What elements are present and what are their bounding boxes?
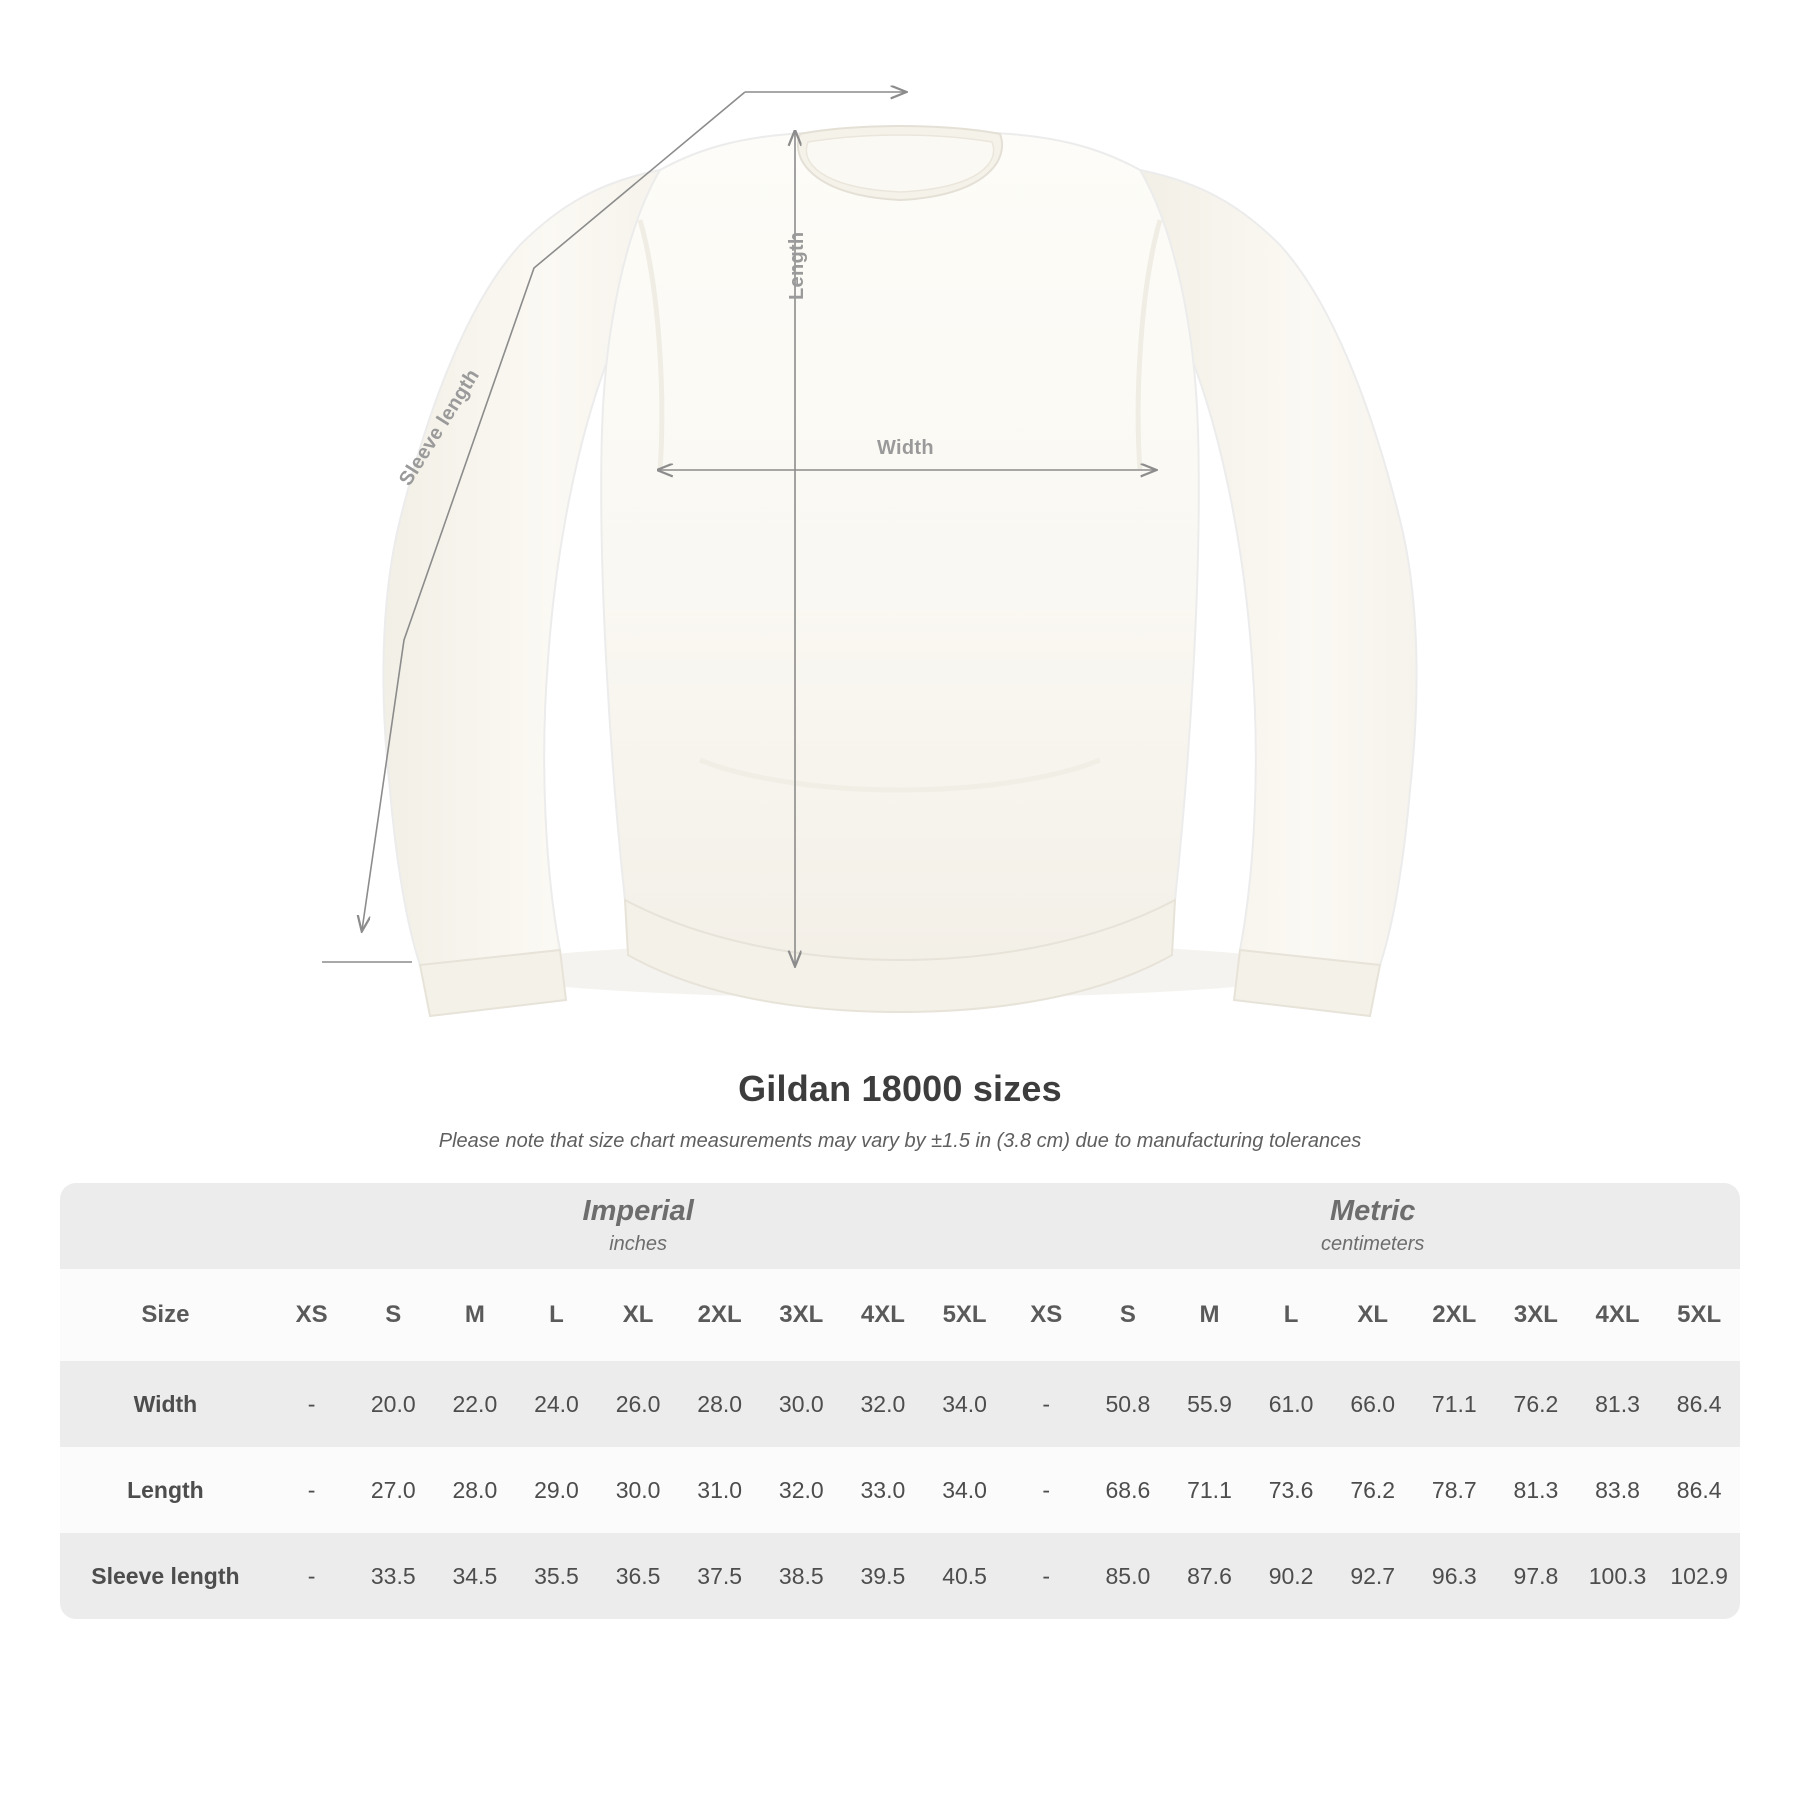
- cell-length-met-m: 71.1: [1169, 1447, 1251, 1533]
- size-col-metric-2xl: 2XL: [1414, 1269, 1496, 1361]
- cell-width-imp-2xl: 28.0: [679, 1361, 761, 1447]
- size-col-imperial-5xl: 5XL: [924, 1269, 1006, 1361]
- cell-length-met-s: 68.6: [1087, 1447, 1169, 1533]
- cell-width-met-3xl: 76.2: [1495, 1361, 1577, 1447]
- cell-width-imp-l: 24.0: [516, 1361, 598, 1447]
- metric-header: [1005, 1183, 1740, 1269]
- length-dimension-label: Length: [786, 231, 808, 300]
- cell-sleeve-met-xs: -: [1005, 1533, 1087, 1619]
- cell-width-met-s: 50.8: [1087, 1361, 1169, 1447]
- cell-length-met-5xl: 86.4: [1658, 1447, 1740, 1533]
- cell-sleeve-imp-s: 33.5: [352, 1533, 434, 1619]
- cell-length-imp-4xl: 33.0: [842, 1447, 924, 1533]
- cell-length-imp-xl: 30.0: [597, 1447, 679, 1533]
- cell-length-imp-l: 29.0: [516, 1447, 598, 1533]
- cell-sleeve-imp-m: 34.5: [434, 1533, 516, 1619]
- cell-length-imp-s: 27.0: [352, 1447, 434, 1533]
- size-header-row: [60, 1269, 1740, 1361]
- cell-width-met-xl: 66.0: [1332, 1361, 1414, 1447]
- cell-sleeve-met-m: 87.6: [1169, 1533, 1251, 1619]
- size-col-imperial-xs: XS: [271, 1269, 353, 1361]
- cell-length-met-3xl: 81.3: [1495, 1447, 1577, 1533]
- cell-width-imp-3xl: 30.0: [760, 1361, 842, 1447]
- size-table: [60, 1183, 1740, 1619]
- width-dimension-label: Width: [877, 437, 934, 459]
- table-row: [60, 1533, 1740, 1619]
- cell-width-imp-s: 20.0: [352, 1361, 434, 1447]
- size-table-wrapper: [60, 1183, 1740, 1619]
- sweatshirt-shape: [383, 126, 1416, 1016]
- size-col-imperial-l: L: [516, 1269, 598, 1361]
- cell-length-imp-3xl: 32.0: [760, 1447, 842, 1533]
- cell-length-met-l: 73.6: [1250, 1447, 1332, 1533]
- cell-length-imp-xs: -: [271, 1447, 353, 1533]
- size-col-metric-xs: XS: [1005, 1269, 1087, 1361]
- size-col-imperial-xl: XL: [597, 1269, 679, 1361]
- cell-sleeve-met-2xl: 96.3: [1414, 1533, 1496, 1619]
- cell-sleeve-imp-3xl: 38.5: [760, 1533, 842, 1619]
- size-col-imperial-2xl: 2XL: [679, 1269, 761, 1361]
- units-header-row: [60, 1183, 1740, 1269]
- size-col-metric-5xl: 5XL: [1658, 1269, 1740, 1361]
- cell-sleeve-imp-l: 35.5: [516, 1533, 598, 1619]
- title-block: [0, 1068, 1800, 1153]
- cell-length-met-xl: 76.2: [1332, 1447, 1414, 1533]
- sleeve-length-dimension-label: Sleeve length: [395, 365, 485, 490]
- cell-width-imp-5xl: 34.0: [924, 1361, 1006, 1447]
- cell-length-met-4xl: 83.8: [1577, 1447, 1659, 1533]
- cell-sleeve-imp-xs: -: [271, 1533, 353, 1619]
- metric-unit-name: Metric: [1330, 1194, 1416, 1227]
- cell-width-met-5xl: 86.4: [1658, 1361, 1740, 1447]
- cell-length-imp-5xl: 34.0: [924, 1447, 1006, 1533]
- cell-sleeve-met-s: 85.0: [1087, 1533, 1169, 1619]
- size-col-metric-4xl: 4XL: [1577, 1269, 1659, 1361]
- cell-width-imp-xs: -: [271, 1361, 353, 1447]
- cell-length-imp-m: 28.0: [434, 1447, 516, 1533]
- cell-sleeve-imp-4xl: 39.5: [842, 1533, 924, 1619]
- size-col-imperial-s: S: [352, 1269, 434, 1361]
- size-col-metric-xl: XL: [1332, 1269, 1414, 1361]
- cell-length-met-2xl: 78.7: [1414, 1447, 1496, 1533]
- imperial-unit-sub: inches: [609, 1233, 668, 1256]
- cell-width-met-m: 55.9: [1169, 1361, 1251, 1447]
- cell-sleeve-met-5xl: 102.9: [1658, 1533, 1740, 1619]
- cell-length-imp-2xl: 31.0: [679, 1447, 761, 1533]
- row-label-width: Width: [60, 1361, 271, 1447]
- cell-width-imp-m: 22.0: [434, 1361, 516, 1447]
- size-col-imperial-3xl: 3XL: [760, 1269, 842, 1361]
- page-title: Gildan 18000 sizes: [738, 1068, 1062, 1109]
- size-col-metric-m: M: [1169, 1269, 1251, 1361]
- cell-width-met-2xl: 71.1: [1414, 1361, 1496, 1447]
- row-label-sleeve-length: Sleeve length: [60, 1533, 271, 1619]
- cell-width-met-xs: -: [1005, 1361, 1087, 1447]
- table-row: [60, 1447, 1740, 1533]
- size-col-imperial-4xl: 4XL: [842, 1269, 924, 1361]
- size-col-imperial-m: M: [434, 1269, 516, 1361]
- row-label-length: Length: [60, 1447, 271, 1533]
- imperial-unit-name: Imperial: [582, 1194, 694, 1227]
- metric-unit-sub: centimeters: [1321, 1233, 1425, 1256]
- cell-width-met-4xl: 81.3: [1577, 1361, 1659, 1447]
- cell-width-imp-xl: 26.0: [597, 1361, 679, 1447]
- table-row: [60, 1361, 1740, 1447]
- tolerance-note: Please note that size chart measurements may vary by ±1.5 in (3.8 cm) due to manufacturing tolerances: [438, 1130, 1362, 1152]
- cell-sleeve-met-3xl: 97.8: [1495, 1533, 1577, 1619]
- size-col-metric-l: L: [1250, 1269, 1332, 1361]
- cell-length-met-xs: -: [1005, 1447, 1087, 1533]
- cell-width-imp-4xl: 32.0: [842, 1361, 924, 1447]
- cell-sleeve-met-xl: 92.7: [1332, 1533, 1414, 1619]
- cell-sleeve-imp-xl: 36.5: [597, 1533, 679, 1619]
- cell-sleeve-imp-5xl: 40.5: [924, 1533, 1006, 1619]
- size-label-cell: Size: [60, 1269, 271, 1361]
- cell-sleeve-met-4xl: 100.3: [1577, 1533, 1659, 1619]
- imperial-header: [271, 1183, 1006, 1269]
- cell-width-met-l: 61.0: [1250, 1361, 1332, 1447]
- cell-sleeve-imp-2xl: 37.5: [679, 1533, 761, 1619]
- cell-sleeve-met-l: 90.2: [1250, 1533, 1332, 1619]
- size-col-metric-3xl: 3XL: [1495, 1269, 1577, 1361]
- table-corner-cell: [60, 1183, 271, 1269]
- size-col-metric-s: S: [1087, 1269, 1169, 1361]
